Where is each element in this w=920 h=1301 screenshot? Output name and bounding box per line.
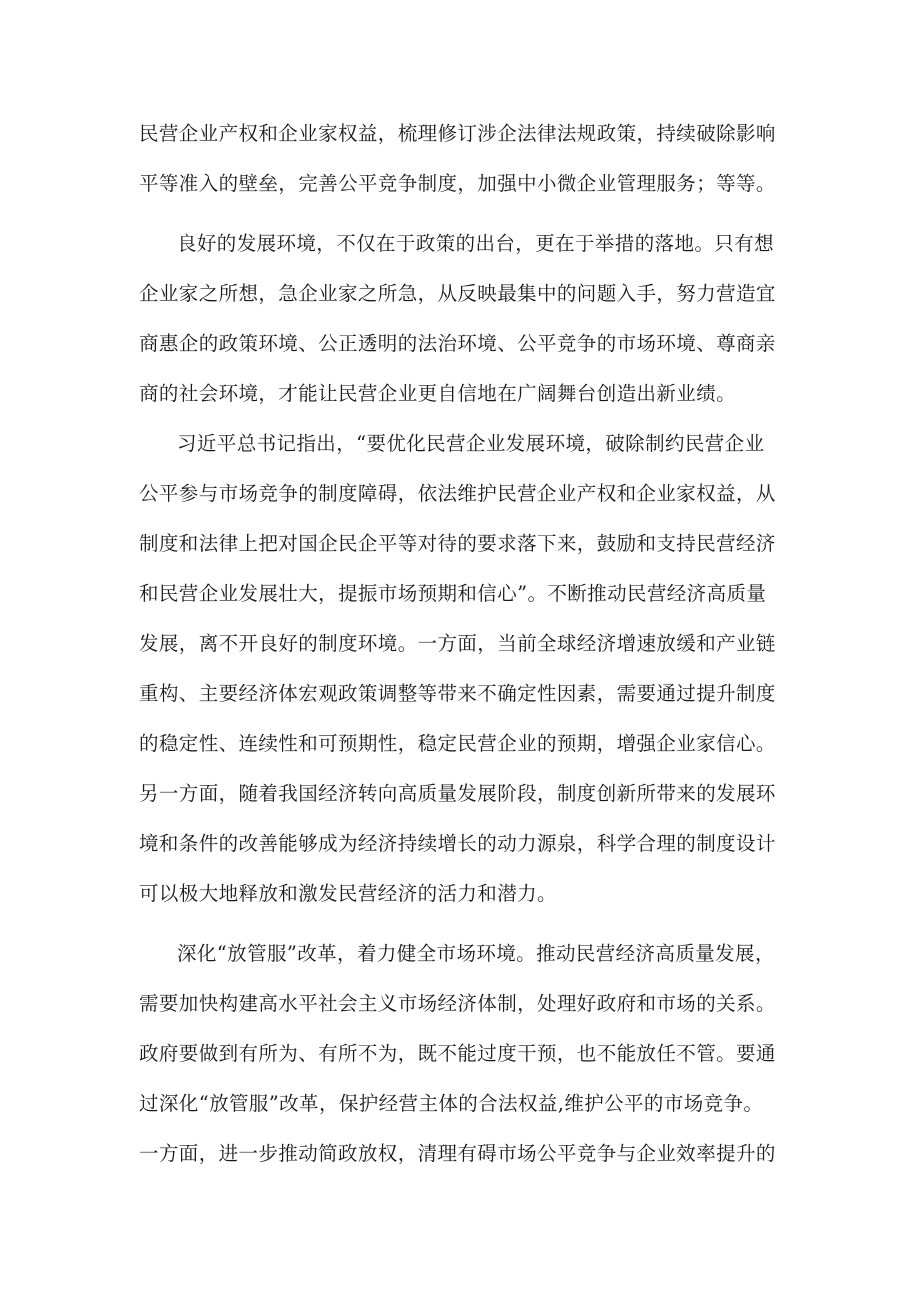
text-line: 商的社会环境，才能让民营企业更自信地在广阔舞台创造出新业绩。 xyxy=(139,382,737,405)
text-line: 另一方面，随着我国经济转向高质量发展阶段，制度创新所带来的发展环 xyxy=(139,782,776,805)
text-line: 和民营企业发展壮大，提振市场预期和信心”。不断推动民营经济高质量 xyxy=(139,582,767,605)
text-line: 制度和法律上把对国企民企平等对待的要求落下来，鼓励和支持民营经济 xyxy=(139,532,776,555)
text-line: 一方面，进一步推动简政放权，清理有碍市场公平竞争与企业效率提升的 xyxy=(139,1142,776,1165)
text-line: 平等准入的壁垒，完善公平竞争制度，加强中小微企业管理服务；等等。 xyxy=(139,172,776,195)
text-line: 境和条件的改善能够成为经济持续增长的动力源泉，科学合理的制度设计 xyxy=(139,832,776,855)
text-line: 深化“放管服”改革，着力健全市场环境。推动民营经济高质量发展， xyxy=(177,942,775,965)
text-line: 需要加快构建高水平社会主义市场经济体制，处理好政府和市场的关系。 xyxy=(139,992,776,1015)
text-line: 良好的发展环境，不仅在于政策的出台，更在于举措的落地。只有想 xyxy=(177,232,775,255)
text-line: 商惠企的政策环境、公正透明的法治环境、公平竞争的市场环境、尊商亲 xyxy=(139,332,776,355)
text-line: 民营企业产权和企业家权益，梳理修订涉企法律法规政策，持续破除影响 xyxy=(139,122,776,145)
text-line: 习近平总书记指出，“要优化民营企业发展环境，破除制约民营企业 xyxy=(177,432,765,455)
text-line: 可以极大地释放和激发民营经济的活力和潜力。 xyxy=(139,882,557,905)
text-line: 重构、主要经济体宏观政策调整等带来不确定性因素，需要通过提升制度 xyxy=(139,682,776,705)
text-line: 政府要做到有所为、有所不为，既不能过度干预，也不能放任不管。要通 xyxy=(139,1042,776,1065)
text-line: 发展，离不开良好的制度环境。一方面，当前全球经济增速放缓和产业链 xyxy=(139,632,776,655)
text-line: 企业家之所想，急企业家之所急，从反映最集中的问题入手，努力营造宜 xyxy=(139,282,776,305)
text-line: 过深化“放管服”改革，保护经营主体的合法权益,维护公平的市场竞争。 xyxy=(139,1092,764,1115)
text-line: 的稳定性、连续性和可预期性，稳定民营企业的预期，增强企业家信心。 xyxy=(139,732,776,755)
text-line: 公平参与市场竞争的制度障碍，依法维护民营企业产权和企业家权益，从 xyxy=(139,482,776,505)
